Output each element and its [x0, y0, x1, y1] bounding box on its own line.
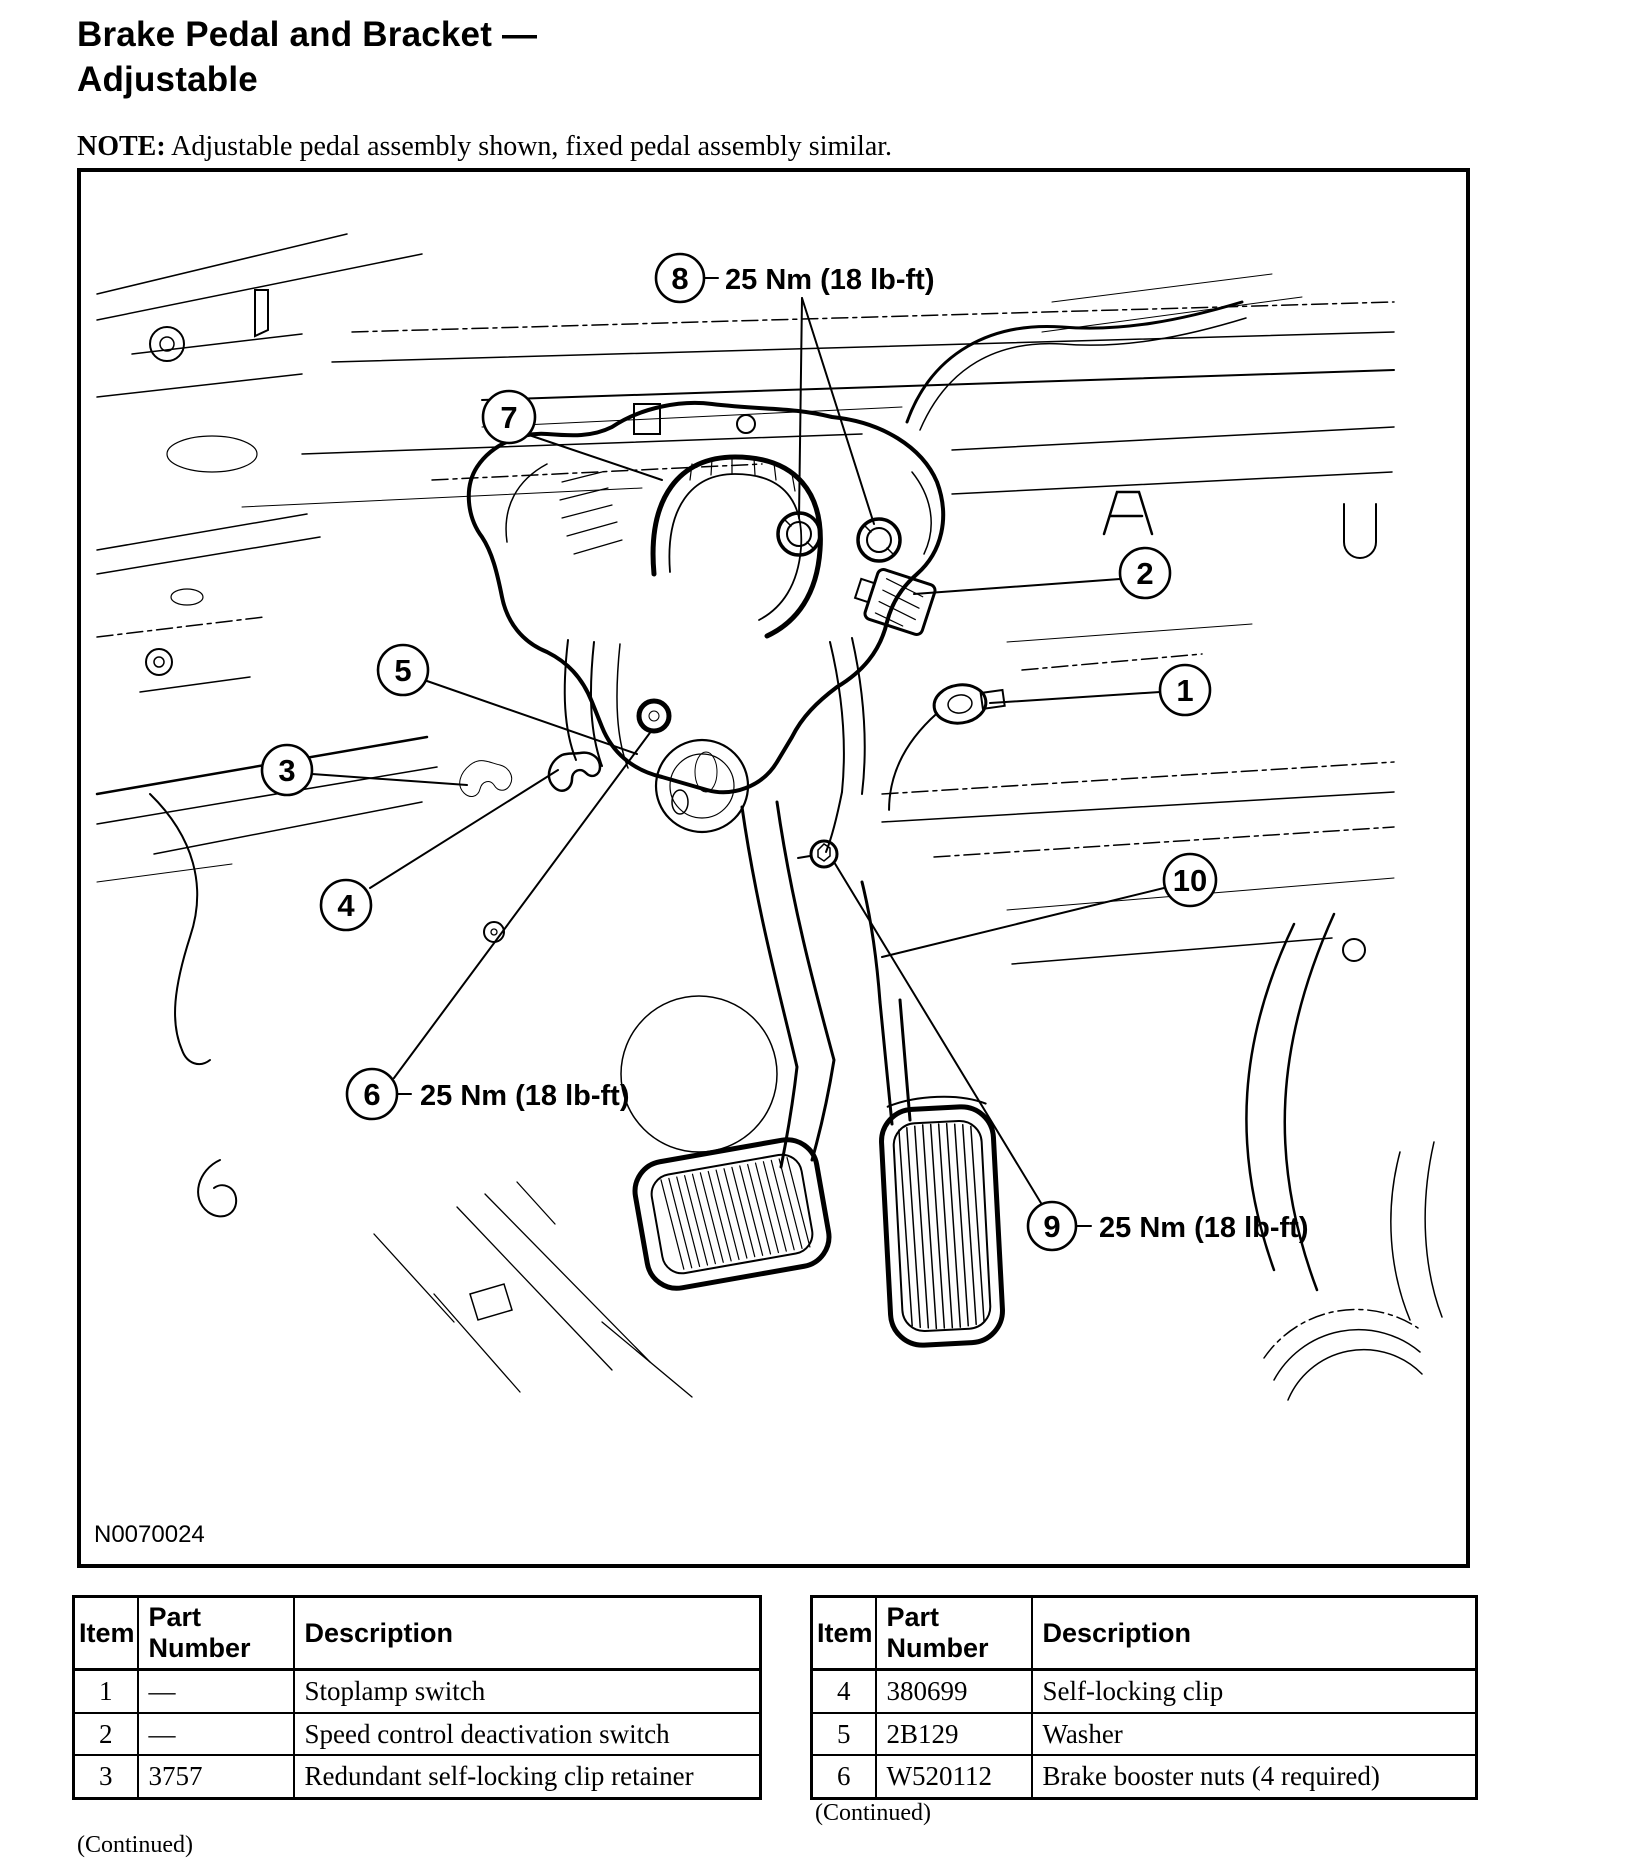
- pivot-bolt: [695, 752, 717, 792]
- torque-label-9: 25 Nm (18 lb-ft): [1099, 1212, 1309, 1244]
- col-header-desc: Description: [294, 1597, 761, 1670]
- torque-label-8: 25 Nm (18 lb-ft): [725, 264, 935, 296]
- cell-part: 380699: [876, 1670, 1032, 1713]
- self-locking-clip-retainer: [460, 761, 512, 797]
- page-title-line2: Adjustable: [77, 60, 258, 99]
- callout-2: [1120, 548, 1170, 598]
- torque-label-6: 25 Nm (18 lb-ft): [420, 1080, 630, 1112]
- svg-text:4: 4: [337, 888, 355, 923]
- callout-4: [321, 880, 371, 930]
- callout-8: [656, 254, 704, 302]
- booster-nut-top-right: [858, 519, 900, 561]
- cell-part: 2B129: [876, 1713, 1032, 1756]
- table-row: [812, 1670, 1477, 1713]
- speed-control-switch: [850, 564, 936, 636]
- svg-text:7: 7: [500, 400, 518, 435]
- brake-pedal-arm: [742, 802, 834, 1167]
- note-paragraph: [77, 131, 892, 163]
- cell-desc: Washer: [1032, 1713, 1477, 1756]
- hose-hook: [198, 1160, 236, 1216]
- callout-9: [1028, 1202, 1076, 1250]
- note-text: Adjustable pedal assembly shown, fixed pedal assembly similar.: [171, 131, 893, 162]
- washer-and-stud: [639, 701, 669, 731]
- table-header-row: [812, 1597, 1477, 1670]
- callout-5: [378, 645, 428, 695]
- callout-3: [262, 745, 312, 795]
- col-header-item: Item: [812, 1597, 876, 1670]
- floor-hump: [621, 996, 777, 1152]
- table-row: [812, 1713, 1477, 1756]
- diagram-frame: [77, 168, 1470, 1568]
- figure-id: N0070024: [94, 1521, 205, 1548]
- svg-text:3: 3: [278, 753, 296, 788]
- col-header-item: Item: [74, 1597, 138, 1670]
- cell-item: 1: [74, 1670, 138, 1713]
- parts-table-left: [72, 1595, 762, 1800]
- table-header-row: [74, 1597, 761, 1670]
- cell-desc: Redundant self-locking clip retainer: [294, 1755, 761, 1798]
- bracket-left-feet: [565, 640, 628, 768]
- cowl-structure-top-left: [97, 234, 422, 397]
- callout-6: [347, 1069, 397, 1119]
- upper-right-harness: [907, 274, 1376, 558]
- cell-part: —: [138, 1670, 294, 1713]
- col-header-part: Part Number: [138, 1597, 294, 1670]
- cell-desc: Brake booster nuts (4 required): [1032, 1755, 1477, 1798]
- pedal-bracket-assembly: [460, 403, 1017, 1167]
- cell-item: 3: [74, 1755, 138, 1798]
- wiring-loom: [150, 794, 197, 1050]
- cell-desc: Self-locking clip: [1032, 1670, 1477, 1713]
- a-bracket: [1104, 492, 1152, 534]
- col-header-part: Part Number: [876, 1597, 1032, 1670]
- cell-item: 2: [74, 1713, 138, 1756]
- page-title-line1: Brake Pedal and Bracket —: [77, 15, 538, 54]
- cell-item: 4: [812, 1670, 876, 1713]
- table-row: [812, 1755, 1477, 1798]
- pedal-assembly-diagram: [81, 172, 1466, 1564]
- svg-text:6: 6: [363, 1077, 381, 1112]
- u-clip: [1344, 504, 1376, 558]
- cell-item: 5: [812, 1713, 876, 1756]
- note-label: NOTE:: [77, 131, 166, 162]
- cell-part: W520112: [876, 1755, 1032, 1798]
- svg-text:8: 8: [671, 261, 689, 296]
- table-row: [74, 1670, 761, 1713]
- cell-desc: Speed control deactivation switch: [294, 1713, 761, 1756]
- callout-10: [1164, 854, 1216, 906]
- page-title: [77, 12, 537, 102]
- callout-7: [483, 391, 535, 443]
- svg-text:5: 5: [394, 653, 412, 688]
- brake-pedal-pad: [630, 1135, 833, 1293]
- svg-text:1: 1: [1176, 673, 1194, 708]
- cell-part: 3757: [138, 1755, 294, 1798]
- svg-text:2: 2: [1136, 556, 1154, 591]
- callout-1: [1160, 665, 1210, 715]
- instrument-panel-beam: [167, 302, 1394, 507]
- table-row: [74, 1755, 761, 1798]
- continued-note-left: (Continued): [77, 1832, 193, 1858]
- continued-note-right: (Continued): [815, 1800, 931, 1826]
- accel-bolt: [798, 841, 837, 867]
- svg-text:9: 9: [1043, 1209, 1061, 1244]
- cell-item: 6: [812, 1755, 876, 1798]
- floor-pan: [374, 922, 777, 1397]
- cell-part: —: [138, 1713, 294, 1756]
- svg-text:10: 10: [1172, 863, 1208, 898]
- wiring-harness: [826, 638, 865, 852]
- accelerator-pedal: [879, 1094, 1004, 1347]
- detail-hatch: [560, 472, 622, 554]
- table-row: [74, 1713, 761, 1756]
- parts-table-right: [810, 1595, 1478, 1800]
- cell-desc: Stoplamp switch: [294, 1670, 761, 1713]
- col-header-desc: Description: [1032, 1597, 1477, 1670]
- pushrod-loop: [653, 457, 820, 636]
